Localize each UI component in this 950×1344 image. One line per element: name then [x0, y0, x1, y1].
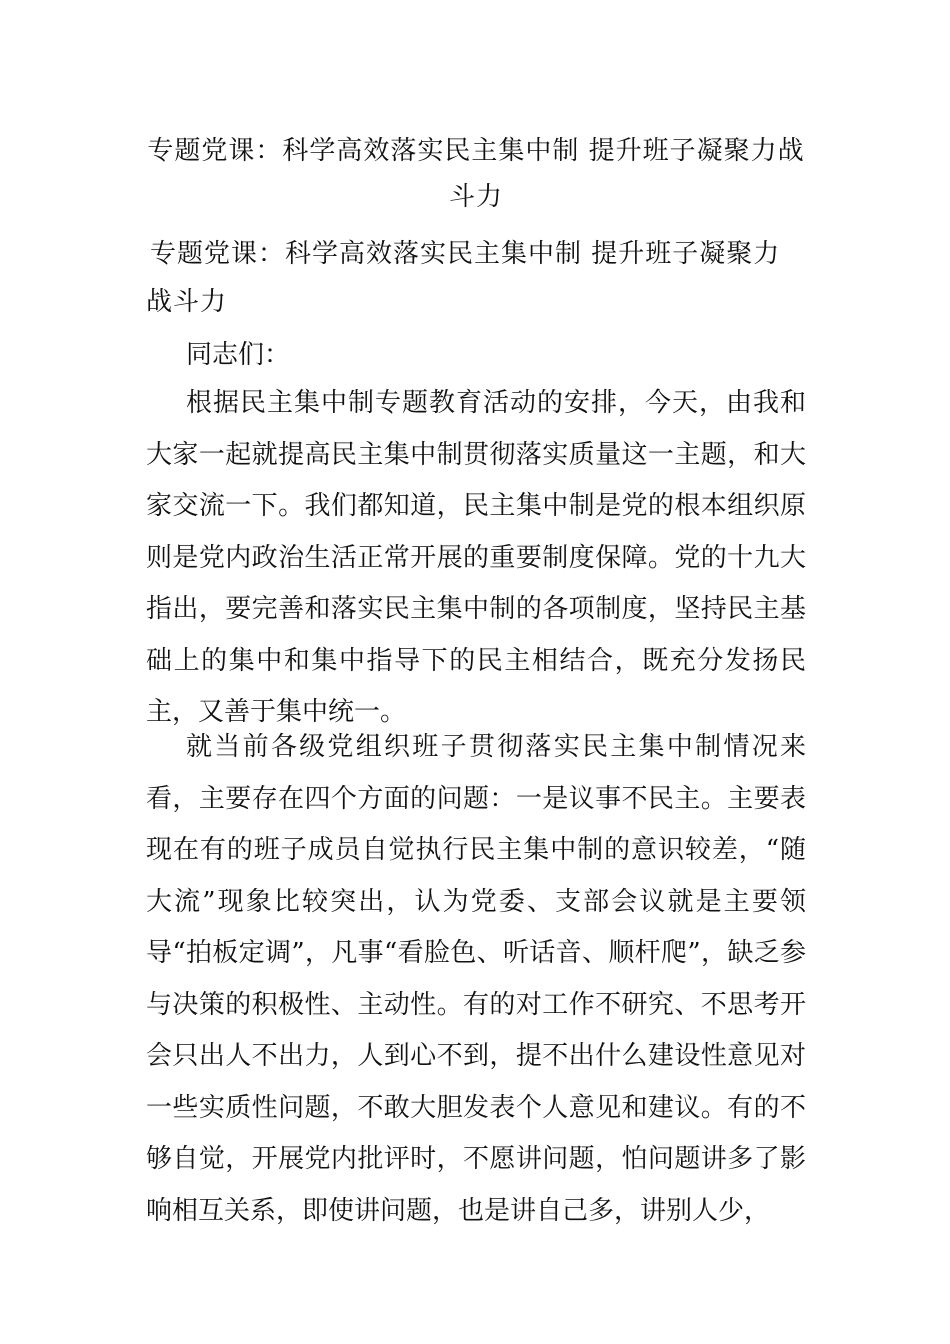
- document-title: 专题党课：科学高效落实民主集中制 提升班子凝聚力战斗力: [147, 136, 805, 212]
- document-subtitle: 专题党课：科学高效落实民主集中制 提升班子凝聚力战斗力: [146, 239, 781, 317]
- paragraph: 就当前各级党组织班子贯彻落实民主集中制情况来看，主要存在四个方面的问题：一是议事不民主。主要表现在有的班子成员自觉执行民主集中制的意识较差，“随大流”现象比较突出，认为党委、支部会议就是主要领导“拍板定调”，凡事“看脸色、听话音、顺杆爬”，缺乏参与决策的积极性、主动性。有的对工作不研究、不思考开会只出人不出力，人到心不到，提不出什么建设性意见对一些实质性问题，不敢大胆发表个人意见和建议。有的不够自觉，开展党内批评时，不愿讲问题，怕问题讲多了影响相互关系，即使讲问题，也是讲自己多，讲别人少，: [146, 732, 806, 1226]
- paragraph: 根据民主集中制专题教育活动的安排，今天，由我和大家一起就提高民主集中制贯彻落实质量这一主题，和大家交流一下。我们都知道，民主集中制是党的根本组织原则是党内政治生活正常开展的重要制度保障。党的十九大指出，要完善和落实民主集中制的各项制度，坚持民主基础上的集中和集中指导下的民主相结合，既充分发扬民主，又善于集中统一。: [146, 388, 806, 727]
- greeting: 同志们：: [186, 340, 291, 370]
